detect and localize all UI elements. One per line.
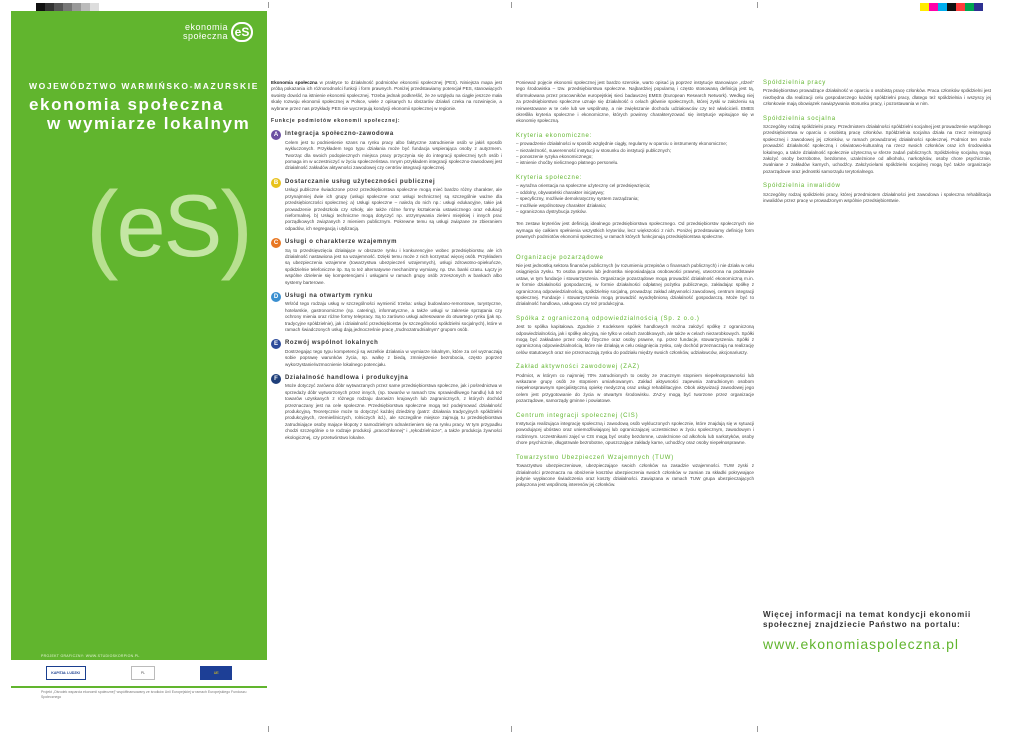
list-item: – niezależność, suwerenność instytucji w stosunku do instytucji publicznych; bbox=[516, 147, 671, 153]
badge-c-icon: C bbox=[271, 238, 281, 248]
brand-text bbox=[183, 23, 228, 41]
es-logo-paren-close: ) bbox=[220, 170, 251, 281]
column-criteria bbox=[516, 80, 754, 492]
function-text: Dostrzegając tego typu kompetencji są wszelkie działania w wymiarze lokalnym, które za cel wyznaczają sobie poprawę warunków życia, np. walkę z biedą, zmniejszenie bezrobocia, często poprzez wykorzystanie/wzmocnienie lokalnego potencjału. bbox=[285, 348, 502, 367]
region-label: WOJEWÓDZTWO WARMIŃSKO-MAZURSKIE bbox=[29, 81, 259, 91]
function-text: Są to przedsięwzięcia działające w obszarze rynku i konkurencyjne wobec przedsiębiorstw, ale ich działalność nastawiona jest na wzajemność. Dzięki temu może z nich korzystać więcej osób. Przykładem są ubezpieczenia wzajemne (towarzystwa ubezpieczeń wzajemnych), usługi zdrowotno-opiekuńcze, spółdzielnie telefoniczne itp. Są to też alternatywne mechanizmy wymiany, np. tzw. banki czasu. Łączy je wspólne dzielenie się kompetencjami i usługami w ramach grupy osób zrzeszonych w bankach albo systemy barterowe. bbox=[285, 247, 502, 285]
more-info-block bbox=[763, 610, 1003, 652]
registration-bar-left bbox=[36, 3, 99, 11]
function-title: Działalność handlowa i produkcyjna bbox=[285, 375, 409, 382]
function-item bbox=[271, 374, 502, 441]
criteria-summary: Ten zestaw kryteriów jest definicją idealnego przedsiębiorstwa społecznego. Od przedsiębiorstw społecznych nie wymaga się całkiem spełnienia wszystkich kryteriów, lecz większości z nich. Poniżej przedstawiamy definicję form prawnych podmiotów ekonomii społecznej, w ramach których funkcjonują przedsiębiorstwa społeczne. bbox=[516, 221, 754, 240]
function-item bbox=[271, 178, 502, 232]
crop-mark bbox=[511, 726, 512, 732]
design-credit: PROJEKT GRAFICZNY: WWW.STUDIOSKORPION.PL bbox=[41, 654, 140, 658]
cover-heading bbox=[29, 81, 269, 133]
es-logo-paren-open: ( bbox=[86, 170, 117, 281]
brand-mark-icon: (eS) bbox=[231, 22, 253, 42]
intro-bold: Ekonomia społeczna bbox=[271, 80, 318, 85]
social-criteria-heading: Kryteria społeczne: bbox=[516, 174, 583, 181]
list-item: – wyraźna orientacja na społeczne użyteczny cel przedsięwzięcia; bbox=[516, 183, 651, 189]
section-text: Szczególny rodzaj spółdzielni pracy. Przedmiotem działalności spółdzielni socjalnej jest prowadzenie wspólnego przedsiębiorstwa w oparciu o osobistą pracę członków. Spółdzielnia socjalna działa na rzecz reintegracji społecznej i zawodowej jej członków, w ramach prowadzonej działalności społecznej. Podmiot ten może prowadzić działalność społeczną i oświatowo-kulturalną na rzecz swoich członków oraz ich środowiska lokalnego, a także działalność społecznie użyteczną w sferze zadań publicznych. Spółdzielnię socjalną mogą założyć osoby bezrobotne, bezdomne, uzależnione od alkoholu, narkotyków, osoby chore psychicznie, zwalniane z zakładów karnych, uchodźcy. Założycielami spółdzielni socjalnej mogą być także organizacje pozarządowe oraz jednostki samorządu terytorialnego. bbox=[763, 124, 991, 174]
function-text: Może dotyczyć zarówno dóbr wytwarzanych przez same przedsiębiorstwa społeczne, jak i pośrednictwa w sprzedaży dóbr wytworzonych przez innych, (np. towarów w ramach tzw. sprawiedliwego handlu) lub też towarów uzyskanych z różnego rodzaju darowizn krajowych lub zagranicznych, z których dochód przeznaczany jest na cele społeczne. Przedsiębiorstwa społeczne mogą też podejmować działalność produkcyjną. Teoretycznie może to dotyczyć każdej dziedziny (patrz: działania tradycyjnych spółdzielni produkcyjnych, rzemieślniczych, rolniczych itd.), ale szczególne miejsce zajmują tu przedsiębiorstwa zatrudniające osoby mające kłopoty z samodzielnym odnalezieniem się na rynku pracy. W tym przypadku chodzi szczególnie o te rodzaje produkcji „pracochłonnej” i „rękodzielnicze”, a także produkcja żywności ekologicznej, czy przetwórstwo lokalne. bbox=[285, 383, 502, 440]
section-heading: Spółdzielnia pracy bbox=[763, 80, 827, 86]
badge-b-icon: B bbox=[271, 178, 281, 188]
section-heading: Spółdzielnia socjalna bbox=[763, 115, 836, 122]
function-item bbox=[271, 339, 502, 368]
econ-criteria-list bbox=[516, 141, 754, 167]
section-text: Szczególny rodzaj spółdzielni pracy, której przedmiotem działalności jest zawodowa i społeczna rehabilitacja inwalidów przez pracę w prowadzonym wspólnie przedsiębiorstwie. bbox=[763, 191, 991, 204]
function-title: Rozwój wspólnot lokalnych bbox=[285, 340, 379, 347]
section-text: Towarzystwo ubezpieczeniowe, ubezpieczające swoich członków na zasadzie wzajemności. TUW zyski z działalności przeznacza na obniżenie kosztów ubezpieczenia swoich członków w zamian za składki pokrywające jedynie wypłacone świadczenia oraz koszty działalności. Zawiązana w ramach TUW grupa ubezpieczających połączona jest wspólnotą interesów jej członków. bbox=[516, 463, 754, 488]
list-item: – specyficzny, możliwie demokratyczny system zarządzania; bbox=[516, 196, 639, 202]
section-heading: Towarzystwo Ubezpieczeń Wzajemnych (TUW) bbox=[516, 454, 675, 461]
intro-paragraph bbox=[271, 80, 502, 112]
section-text: Nie jest jednostką sektora finansów publicznych (w rozumieniu przepisów o finansach publicznych) i nie działa w celu osiągnięcia zysku. To osoba prawna lub jednostka nieposiadająca osobowości prawnej, utworzona na podstawie ustaw, w tym fundacje i stowarzyszenia. Organizacje pozarządowe mogą prowadzić działalność ekonomiczną m.in. w formie działalności gospodarczej, w formie działalności odpłatnej pożytku publicznego, zakładając spółkę z ograniczoną odpowiedzialnością, spółdzielnię socjalną, prowadząc zakład aktywności zawodowej, centrum integracji społecznej. Fundacje i stowarzyszenia mogą prowadzić wyodrębnioną działalność gospodarczą. Może być to działalność handlowa, usługowa czy też produkcyjna. bbox=[516, 262, 754, 307]
cover-panel bbox=[11, 11, 267, 688]
more-info-line2: społecznej znajdziecie Państwo na portalu: bbox=[763, 620, 961, 629]
section-heading: Centrum integracji społecznej (CIS) bbox=[516, 412, 639, 419]
eu-flag-logo: UE bbox=[200, 666, 232, 680]
funding-logos bbox=[11, 660, 267, 686]
crop-mark bbox=[268, 2, 269, 8]
function-title: Usługi o charakterze wzajemnym bbox=[285, 239, 398, 246]
column-functions bbox=[271, 80, 502, 442]
es-logo-icon bbox=[81, 171, 256, 281]
crop-mark bbox=[511, 2, 512, 8]
function-item bbox=[271, 238, 502, 286]
functions-heading: Funkcje podmiotów ekonomii społecznej: bbox=[271, 118, 401, 125]
list-item: – możliwie wspólnotowy charakter działania; bbox=[516, 202, 607, 208]
definition-paragraph: Ponieważ pojęcie ekonomii społecznej jest bardzo szerokie, warto opisać ją poprzez instytucje stanowiące „rdzeń” tego środowiska – tzw. przedsiębiorstwa społeczne. Najbardziej popularną i często stosowaną definicją jest tą, sformułowana przez pracowników europejskiej sieci badawczej EMES (European Research Network). Według niej za przedsiębiorstwo społeczne uznaje się działalność o celach głównie społecznych, której zyski w założeniu są reinwestowane w te cele lub we wspólnotę, a nie zwiększanie dochodu udziałowców czy też właścicieli. EMES określiła kryteria społeczne i ekonomiczne, których powinny charakteryzować się instytucje wpisujące się w ekonomię społeczną. bbox=[516, 80, 754, 124]
intro-text: w praktyce to działalność podmiotów ekonomii społecznej (PES). Niniejsza mapa jest próbą pokazania ich różnorodności funkcji i form prawnych. Poniżej przedstawiamy potencjał PES, stanowiących swoisty dowód na istnienie ekonomii społecznej. Trzeba jednak podkreślić, że ze względu na ciągłe jeszcze mała skalę rozwoju ekonomii społecznej w Polsce, wiele z opisanych tu obszarów działań czeka na rozwinięcie, a wybrane przez nas przykłady PES nie wyczerpują kondycji ekonomii społecznej w regionie. bbox=[271, 80, 502, 111]
column-cooperatives bbox=[763, 80, 991, 208]
badge-d-icon: D bbox=[271, 292, 281, 302]
section-text: Przedsiębiorstwo prowadzące działalność w oparciu o osobistą pracę członków. Praca członków spółdzielni jest niezbędna dla realizacji celu gospodarczego każdej spółdzielni pracy, dlatego też spółdzielnia i wszyscy jej członkowie mają obowiązek nawiązywania stosunku pracy, i pozostawania w nim. bbox=[763, 88, 991, 107]
brand-logo bbox=[183, 22, 253, 42]
function-title: Dostarczanie usług użyteczności publicznej bbox=[285, 178, 436, 185]
brand-line2: społeczna bbox=[182, 31, 228, 41]
poland-emblem-logo: PL bbox=[131, 666, 155, 680]
es-logo-letters: eS bbox=[116, 176, 221, 275]
crop-mark bbox=[268, 726, 269, 732]
social-criteria-list bbox=[516, 183, 754, 215]
funding-footnote: Projekt „Ośrodek wsparcia ekonomii społecznej” współfinansowany ze środków Unii Europejskiej w ramach Europejskiego Funduszu Społecznego bbox=[41, 690, 247, 699]
function-text: Usługi publiczne świadczone przez przedsiębiorstwa społeczne mogą mieć bardzo różny charakter, ale przynajmniej dwie ich grupy (usługi społeczne oraz usługi techniczne) są szczególnie ważne dla przedsiębiorczości społecznej: a) Usługi społeczne – należą do nich np.: usługi edukacyjne, takie jak prowadzenie przedszkola czy szkoły, ale także różne formy kształcenia ustawicznego oraz edukacji nieformalnej. b) Usługi techniczne mogą dotyczyć np. utrzymywania zieleni miejskiej i innych prac porządkowych związanych z mieniem publicznym. Pokrewne temu są usługi związane ze zbieraniem odpadów, ich segregacją i utylizacją. bbox=[285, 187, 502, 231]
function-title: Integracja społeczno-zawodowa bbox=[285, 131, 394, 138]
section-heading: Organizacje pozarządowe bbox=[516, 254, 604, 261]
crop-mark bbox=[757, 2, 758, 8]
function-item bbox=[271, 130, 502, 171]
function-text: Celem jest tu podniesienie szans na rynku pracy albo faktyczne zatrudnienie osób w jakiś sposób wykluczonych. Przykładem tego typu działania może być fundacja wspierająca osoby z autyzmem. Tworząc dla swoich podopiecznych miejsca pracy przyczynia się do integracji społecznej tych osób i pomaga im w uczestniczyć w życiu społeczeństwa. Innym przykładem integracji społeczno-zawodowej jest działalność zakładów aktywności zawodowej czy centrów integracji społecznej. bbox=[285, 139, 502, 171]
section-text: Podmiot, w którym co najmniej 70% zatrudnionych to osoby ze znacznym stopniem niepełnosprawności lub wskazane grupy osób ze stopniem umiarkowanym. Zakład aktywności zapewnia zatrudnionym osobom niepełnosprawnym specjalistyczną opiekę medyczną oraz usługi rehabilitacyjne. Obok aktywizacji zawodowej jego celem jest przygotowanie do życia w otwartym środowisku. ZAZ-y mogą być tworzone przez organizacje pozarządowe, samorządy gminne i powiatowe. bbox=[516, 372, 754, 404]
section-text: Jest to spółka kapitałowa. Zgodnie z Kodeksem spółek handlowych można założyć spółkę z ograniczoną odpowiedzialnością, jak i spółkę akcyjną, nie tylko w celach zarobkowych, ale także w celach niezarobkowych. Spółki mogą być zakładane przez osoby fizyczne oraz osoby prawne, np. przez fundacje, stowarzyszenia. Spółki z ograniczoną odpowiedzialnością, które nie działają w celu osiągnięcia zysku, cały dochód przeznaczają na realizację celów statutowych oraz nie przeznaczają zysku do podziału między swoich członków, udziałowców, akcjonariuszy. bbox=[516, 324, 754, 355]
registration-bar-right bbox=[920, 3, 983, 11]
list-item: – oddolny, obywatelski charakter inicjatywy; bbox=[516, 189, 605, 195]
cover-title-line1: ekonomia społeczna bbox=[29, 95, 225, 114]
crop-mark bbox=[757, 726, 758, 732]
cover-title bbox=[29, 95, 269, 133]
function-title: Usługi na otwartym rynku bbox=[285, 292, 373, 299]
list-item: – istnienie choćby nielicznego płatnego personelu. bbox=[516, 160, 619, 166]
section-text: Instytucja realizująca integrację społeczną i zawodową osób wykluczonych społecznie, które znajdują się w sytuacji powodującej ubóstwo oraz uniemożliwiającej lub ograniczającej uczestnictwo w życiu społecznym, zawodowym i rodzinnym. Uczestnikami zajęć w CIS mogą być osoby bezdomne, uzależnione od alkoholu lub narkotyków, osoby chore psychicznie, długotrwale bezrobotne, opuszczające zakłady karne, uchodźcy oraz osoby niepełnosprawne. bbox=[516, 421, 754, 446]
badge-f-icon: F bbox=[271, 374, 281, 384]
section-heading: Zakład aktywności zawodowej (ZAZ) bbox=[516, 364, 640, 371]
list-item: – ograniczona dystrybucja zysków. bbox=[516, 208, 587, 214]
cover-title-line2: w wymiarze lokalnym bbox=[47, 114, 251, 133]
list-item: – ponoszenie ryzyka ekonomicznego; bbox=[516, 154, 593, 160]
function-item bbox=[271, 292, 502, 333]
portal-link[interactable]: www.ekonomiaspoleczna.pl bbox=[763, 636, 959, 652]
econ-criteria-heading: Kryteria ekonomiczne: bbox=[516, 132, 593, 139]
section-heading: Spółka z ograniczoną odpowiedzialnością (Sp. z o.o.) bbox=[516, 315, 700, 322]
badge-a-icon: A bbox=[271, 130, 281, 140]
brand-line1: ekonomia bbox=[184, 22, 228, 32]
badge-e-icon: E bbox=[271, 339, 281, 349]
function-text: Wśród tego rodzaju usług w szczególności wymienić trzeba: usługi budowlano-remontowe, turystyczne, hotelarskie, gastronomiczne (np. catering), informatyczne, a także usługi w zakresie sprzątania czy ochrony mienia oraz różne formy telepracy. Są to zarówno usługi adresowane do otwartego rynku (jak np. tradycyjne spółdzielnie), jak i działalność przedsiębiorstw (w szczególności spółdzielni socjalnych), które w ramach świadczonych usług dają jednocześnie pracę „trudnozatrudnialnym” grupom osób. bbox=[285, 301, 502, 332]
list-item: – prowadzenie działalności w sposób względnie ciągły, regularny w oparciu o instrumenty ekonomiczne; bbox=[516, 141, 728, 147]
more-info-line1: Więcej informacji na temat kondycji ekonomii bbox=[763, 610, 972, 619]
kapital-ludzki-logo: KAPITAŁ LUDZKI bbox=[46, 666, 86, 680]
section-heading: Spółdzielnia inwalidów bbox=[763, 183, 841, 190]
